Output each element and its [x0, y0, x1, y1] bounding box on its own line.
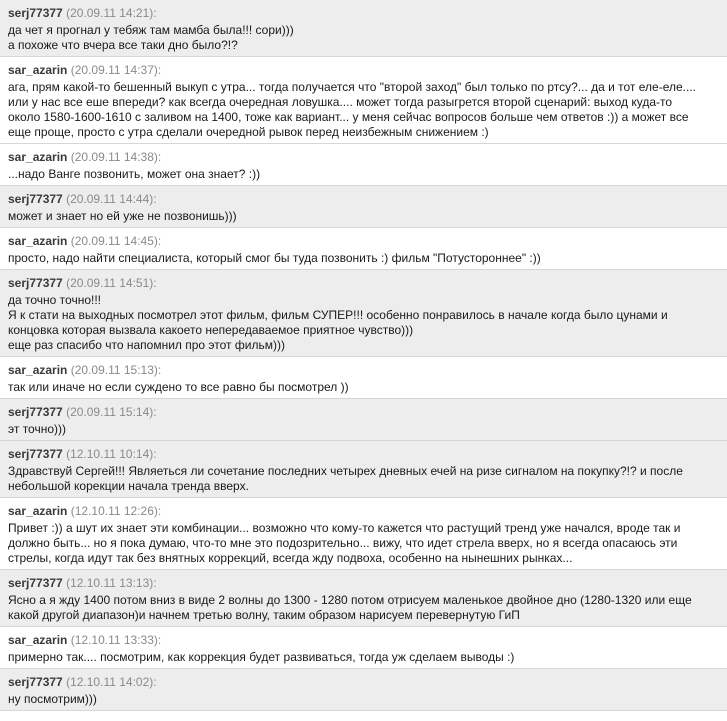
comment-header — [8, 504, 719, 519]
comment-author[interactable]: sar_azarin — [8, 633, 68, 647]
comment-item — [0, 228, 727, 270]
comment-text-line: или у нас все еше впереди? как всегда очередная ловушка.... может тогда разыгрется второй сценарий: выход куда-то — [8, 95, 673, 109]
comment-header — [8, 6, 719, 21]
comment-header — [8, 675, 719, 690]
comment-item — [0, 441, 727, 498]
comment-text-line: да чет я прогнал у тебяж там мамба была!!! сори))) — [8, 23, 294, 37]
comment-text-line: еще раз спасибо что напомнил про этот фильм))) — [8, 338, 285, 352]
comment-header — [8, 447, 719, 462]
comment-author[interactable]: sar_azarin — [8, 363, 68, 377]
comment-text-line: ну посмотрим))) — [8, 692, 97, 706]
comment-body — [8, 521, 719, 566]
comment-item — [0, 0, 727, 57]
comment-item — [0, 669, 727, 711]
comment-author[interactable]: serj77377 — [8, 576, 63, 590]
comment-author[interactable]: sar_azarin — [8, 504, 68, 518]
comment-timestamp: (12.10.11 12:26): — [70, 504, 162, 518]
comment-text-line: так или иначе но если суждено то все равно бы посмотрел )) — [8, 380, 349, 394]
comment-author[interactable]: sar_azarin — [8, 150, 68, 164]
comment-author[interactable]: sar_azarin — [8, 63, 68, 77]
comment-text-line: Ясно а я жду 1400 потом вниз в виде 2 волны до 1300 - 1280 потом отрисуем маленькое двойное дно (1280-1320 или еще — [8, 593, 692, 607]
comment-body — [8, 80, 719, 140]
comment-timestamp: (20.09.11 15:13): — [70, 363, 162, 377]
comment-body — [8, 209, 719, 224]
comment-body — [8, 167, 719, 182]
comment-author[interactable]: serj77377 — [8, 276, 63, 290]
comment-text-line: небольшой корекции начала тренда вверх. — [8, 479, 249, 493]
comment-body — [8, 293, 719, 353]
comment-text-line: стрелы, когда идут так без внятных коррекций, всегда жду подвоха, особенно на нынешних рынках... — [8, 551, 573, 565]
comment-body — [8, 251, 719, 266]
comment-author[interactable]: sar_azarin — [8, 234, 68, 248]
comment-header — [8, 234, 719, 249]
comment-item — [0, 270, 727, 357]
comment-timestamp: (20.09.11 14:51): — [66, 276, 157, 290]
comment-text-line: может и знает но ей уже не позвонишь))) — [8, 209, 237, 223]
comment-item — [0, 498, 727, 570]
comment-text-line: Здравствуй Сергей!!! Являеться ли сочетание последних четырех дневных ечей на ризе сигналом на покупку?!? и после — [8, 464, 683, 478]
comment-timestamp: (20.09.11 14:38): — [70, 150, 162, 164]
comment-author[interactable]: serj77377 — [8, 675, 63, 689]
comment-header — [8, 150, 719, 165]
comment-header — [8, 633, 719, 648]
comment-item — [0, 186, 727, 228]
comment-text-line: концовка которая вызвала какоето непередаваемое приятное чувство))) — [8, 323, 414, 337]
comment-item — [0, 570, 727, 627]
comment-item — [0, 357, 727, 399]
comment-body — [8, 464, 719, 494]
comment-author[interactable]: serj77377 — [8, 405, 63, 419]
comment-author[interactable]: serj77377 — [8, 6, 63, 20]
comment-text-line: просто, надо найти специалиста, который смог бы туда позвонить :) фильм "Потустороннее" :)) — [8, 251, 541, 265]
comment-header — [8, 363, 719, 378]
comment-timestamp: (20.09.11 14:37): — [70, 63, 162, 77]
comment-item — [0, 144, 727, 186]
comment-timestamp: (20.09.11 14:21): — [66, 6, 157, 20]
comment-timestamp: (20.09.11 15:14): — [66, 405, 157, 419]
comment-body — [8, 593, 719, 623]
comment-text-line: около 1580-1600-1610 с заливом на 1400, тоже как вариант... у меня сейчас вопросов больше чем ответов :)) а может все — [8, 110, 689, 124]
comment-header — [8, 576, 719, 591]
comment-header — [8, 276, 719, 291]
comment-text-line: ...надо Ванге позвонить, может она знает? :)) — [8, 167, 261, 181]
comment-text-line: ага, прям какой-то бешенный выкуп с утра... тогда получается что "второй заход" был только по ртсу?... да и тот еле-еле.... — [8, 80, 696, 94]
comment-timestamp: (20.09.11 14:45): — [70, 234, 162, 248]
comment-timestamp: (12.10.11 10:14): — [66, 447, 157, 461]
comment-body — [8, 422, 719, 437]
comment-item — [0, 399, 727, 441]
comment-author[interactable]: serj77377 — [8, 192, 63, 206]
comment-text-line: да точно точно!!! — [8, 293, 101, 307]
comment-author[interactable]: serj77377 — [8, 447, 63, 461]
comment-text-line: Привет :)) а шут их знает эти комбинации... возможно что кому-то кажется что растущий тренд уже начался, вроде так и — [8, 521, 681, 535]
comment-timestamp: (12.10.11 14:02): — [66, 675, 157, 689]
comment-timestamp: (20.09.11 14:44): — [66, 192, 157, 206]
comment-text-line: Я к стати на выходных посмотрел этот фильм, фильм СУПЕР!!! особенно понравилось в начале когда было цунами и — [8, 308, 668, 322]
comment-timestamp: (12.10.11 13:33): — [70, 633, 162, 647]
comment-text-line: еще проще, просто с утра сделали очередной рывок перед неизбежным снижением :) — [8, 125, 489, 139]
comment-body — [8, 380, 719, 395]
comment-body — [8, 650, 719, 665]
comment-item — [0, 627, 727, 669]
comment-header — [8, 63, 719, 78]
comment-header — [8, 405, 719, 420]
comment-timestamp: (12.10.11 13:13): — [66, 576, 157, 590]
comment-text-line: должно быть... но я пока думаю, что-то мне это подозрительно... вижу, что идет стрела вверх, но я всегда опасаюсь эти — [8, 536, 678, 550]
comment-header — [8, 192, 719, 207]
comment-text-line: примерно так.... посмотрим, как коррекция будет развиваться, тогда уж сделаем выводы :) — [8, 650, 515, 664]
comment-text-line: какой другой диапазон)и начнем третью волну, таким образом нарисуем перевернутую ГиП — [8, 608, 520, 622]
comment-text-line: эт точно))) — [8, 422, 67, 436]
comment-body — [8, 23, 719, 53]
comment-text-line: а похоже что вчера все таки дно было?!? — [8, 38, 238, 52]
comment-body — [8, 692, 719, 707]
comment-item — [0, 57, 727, 144]
